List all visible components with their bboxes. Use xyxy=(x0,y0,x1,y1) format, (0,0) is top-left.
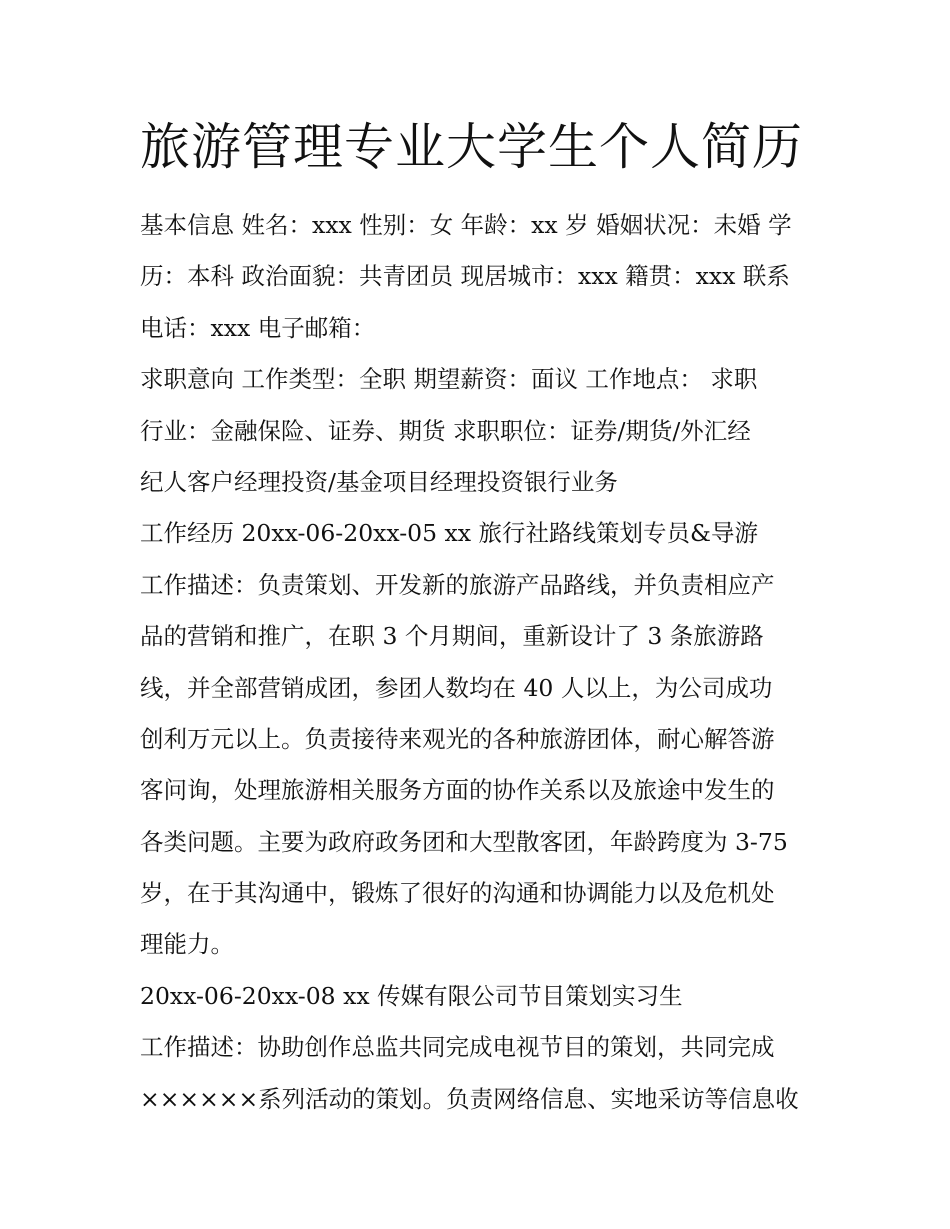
text-line-basic-info-1: 基本信息 姓名：xxx 性别：女 年龄：xx 岁 婚姻状况：未婚 学 xyxy=(140,211,792,239)
text-line-work-description-9: 工作描述：协助创作总监共同完成电视节目的策划，共同完成 xyxy=(140,1033,775,1062)
text-line-work-description-10: ××××××系列活动的策划。负责网络信息、实地采访等信息收 xyxy=(140,1084,799,1113)
text-line-work-description-1: 工作描述：负责策划、开发新的旅游产品路线，并负责相应产 xyxy=(140,570,775,599)
text-line-work-description-8: 理能力。 xyxy=(140,930,234,959)
text-line-work-experience-1: 工作经历 20xx-06-20xx-05 xx 旅行社路线策划专员&导游 xyxy=(140,519,758,548)
text-line-work-experience-2: 20xx-06-20xx-08 xx 传媒有限公司节目策划实习生 xyxy=(140,981,683,1010)
text-line-work-description-2: 品的营销和推广，在职 3 个月期间，重新设计了 3 条旅游路 xyxy=(140,622,764,651)
text-line-job-intent-2: 行业：金融保险、证券、期货 求职职位：证券/期货/外汇经 xyxy=(140,416,751,445)
text-line-work-description-6: 各类问题。主要为政府政务团和大型散客团，年龄跨度为 3-75 xyxy=(140,827,788,856)
text-line-job-intent-3: 纪人客户经理投资/基金项目经理投资银行业务 xyxy=(140,467,618,496)
text-line-work-description-3: 线，并全部营销成团，参团人数均在 40 人以上，为公司成功 xyxy=(140,673,773,702)
text-line-job-intent-1: 求职意向 工作类型：全职 期望薪资：面议 工作地点： 求职 xyxy=(140,365,758,394)
text-line-basic-info-3: 电话：xxx 电子邮箱： xyxy=(140,313,376,342)
text-line-work-description-7: 岁，在于其沟通中，锻炼了很好的沟通和协调能力以及危机处 xyxy=(140,879,775,908)
document-title: 旅游管理专业大学生个人简历 xyxy=(140,118,803,176)
text-line-work-description-5: 客问询，处理旅游相关服务方面的协作关系以及旅途中发生的 xyxy=(140,776,775,805)
text-line-work-description-4: 创利万元以上。负责接待来观光的各种旅游团体，耐心解答游 xyxy=(140,724,775,753)
document-body xyxy=(140,200,830,1125)
text-line-basic-info-2: 历：本科 政治面貌：共青团员 现居城市：xxx 籍贯：xxx 联系 xyxy=(140,262,790,291)
